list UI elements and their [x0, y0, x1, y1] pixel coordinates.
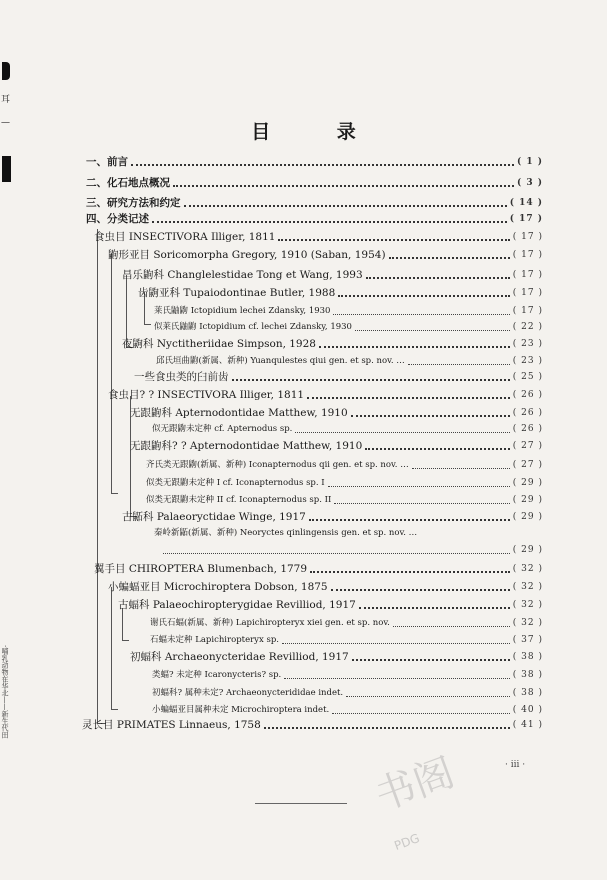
toc-entry[interactable]: 无跟鼩科 Apternodontidae Matthew, 1910 ( 26 ) [130, 407, 543, 419]
toc-entry[interactable]: 石蝠未定种 Lapichiropteryx sp. ( 37 ) [150, 635, 543, 645]
toc-entry[interactable]: 秦岭新鼫(新属、新种) Neoryctes qinlingensis gen. et sp. nov. … [154, 528, 418, 538]
page-title: 目 录 [251, 121, 386, 143]
toc-entry[interactable]: 似类无跟鼩未定种 I cf. Iconapternodus sp. I ( 29 ) [146, 478, 543, 488]
side-note: ·哺乳动物在华北——新生代田 [1, 645, 9, 739]
toc-entry[interactable]: 古蝠科 Palaeochiropterygidae Revilliod, 1917 ( 32 ) [118, 599, 543, 611]
toc-entry[interactable]: 似莱氏鼬鼩 Ictopidium cf. lechei Zdansky, 1930 ( 22 ) [154, 322, 543, 332]
toc-entry[interactable]: 无跟鼩科? ? Apternodontidae Matthew, 1910 ( 27 ) [130, 440, 543, 452]
toc-entry[interactable]: 初蝠科 Archaeonycteridae Revilliod, 1917 ( 38 ) [130, 651, 543, 663]
toc-entry[interactable]: 一些食虫类的臼前齿 ( 25 ) [134, 371, 543, 383]
watermark-text: PDG [392, 831, 422, 853]
watermark-logo: 书阁 [369, 749, 461, 820]
toc-entry[interactable]: 三、研究方法和约定 ( 14 ) [86, 197, 543, 209]
toc-entry[interactable]: 夜鼩科 Nyctitheriidae Simpson, 1928 ( 23 ) [122, 338, 543, 350]
toc-entry[interactable]: 小蝙蝠亚目 Microchiroptera Dobson, 1875 ( 32 ) [108, 581, 543, 593]
page-number: · iii · [505, 760, 526, 770]
toc-entry[interactable]: 食虫目 INSECTIVORA Illiger, 1811 ( 17 ) [94, 231, 543, 243]
toc-entry[interactable]: 昌乐鼩科 Changlelestidae Tong et Wang, 1993 ( 17 ) [122, 269, 543, 281]
binding-glyph: — [1, 118, 10, 128]
toc-entry[interactable]: 似类无跟鼩未定种 II cf. Iconapternodus sp. II ( 29 ) [146, 495, 543, 505]
toc-entry[interactable]: 四、分类记述 ( 17 ) [86, 213, 543, 225]
toc-entry[interactable]: 似无跟鼩未定种 cf. Apternodus sp. ( 26 ) [152, 424, 543, 434]
toc-entry[interactable]: 谢氏石蝠(新属、新种) Lapichiropteryx xiei gen. et sp. nov. ( 32 ) [150, 618, 543, 628]
toc-entry[interactable]: 邱氏垣曲鼩(新属、新种) Yuanqulestes qiui gen. et sp. nov. … ( 23 ) [156, 356, 543, 366]
toc-entry[interactable]: 齐氏类无跟鼩(新属、新种) Iconapternodus qii gen. et sp. nov. … ( 27 ) [146, 460, 543, 470]
hierarchy-line [97, 229, 106, 724]
hierarchy-line [111, 253, 118, 494]
hierarchy-line [122, 608, 129, 641]
toc-entry[interactable]: 小蝙蝠亚目属种未定 Microchiroptera indet. ( 40 ) [152, 705, 543, 715]
toc-entry[interactable]: 一、前言 ( 1 ) [86, 156, 543, 168]
toc-entry[interactable]: 齿鼩亚科 Tupaiodontinae Butler, 1988 ( 17 ) [138, 287, 543, 299]
toc-entry-continued[interactable]: ( 29 ) [160, 541, 543, 557]
toc-entry[interactable]: 灵长目 PRIMATES Linnaeus, 1758 ( 41 ) [82, 719, 543, 731]
hierarchy-line [111, 587, 118, 710]
toc-entry[interactable]: 二、化石地点概况 ( 3 ) [86, 177, 543, 189]
toc-entry[interactable]: 古鼫科 Palaeoryctidae Winge, 1917 ( 29 ) [122, 511, 543, 523]
toc-entry[interactable]: 类蝠? 未定种 Icaronycteris? sp. ( 38 ) [152, 670, 543, 680]
toc-entry[interactable]: 翼手目 CHIROPTERA Blumenbach, 1779 ( 32 ) [94, 563, 543, 575]
toc-entry[interactable]: 莱氏鼬鼩 Ictopidium lechei Zdansky, 1930 ( 17 ) [154, 306, 543, 316]
toc-entry[interactable]: 初蝠科? 属种未定? Archaeonycterididae indet. ( 38 ) [152, 688, 543, 698]
toc-entry[interactable]: 食虫目? ? INSECTIVORA Illiger, 1811 ( 26 ) [108, 389, 543, 401]
binding-glyph: 耳 [1, 95, 11, 105]
toc-entry[interactable]: 鼩形亚目 Soricomorpha Gregory, 1910 (Saban, 1954) ( 17 ) [108, 249, 543, 261]
footer-rule [255, 803, 347, 804]
